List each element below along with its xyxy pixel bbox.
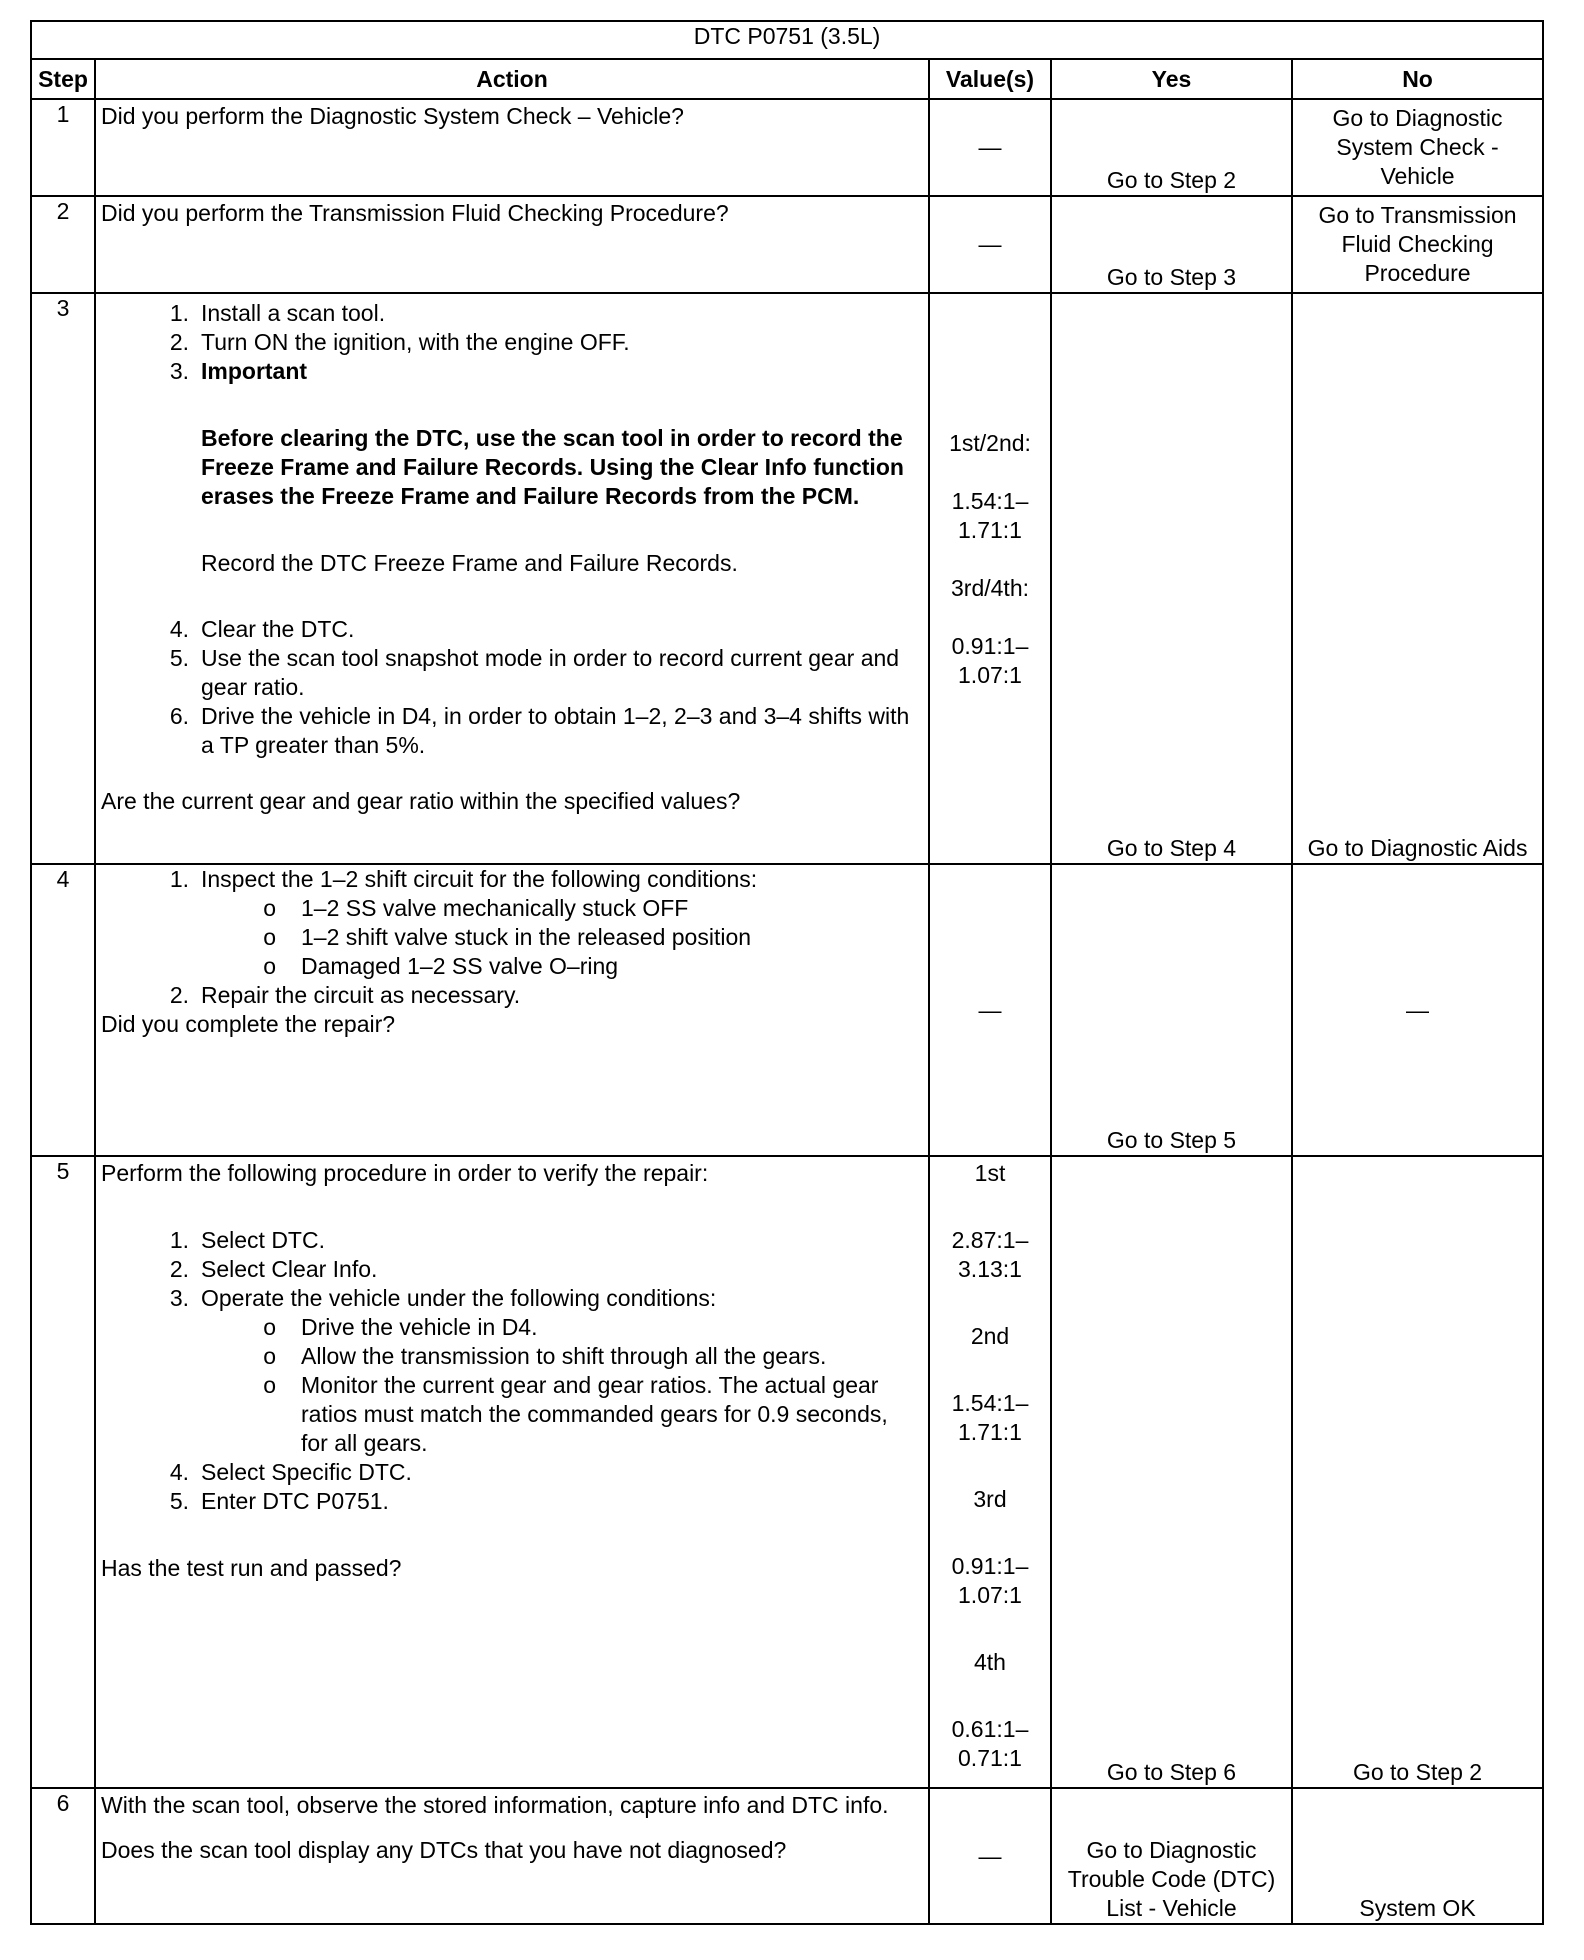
header-step: Step [31, 59, 95, 99]
step-number: 1 [31, 99, 95, 196]
list-item: Select DTC. [201, 1227, 325, 1253]
intro-text: Perform the following procedure in order to verify the repair: [101, 1160, 709, 1186]
no-link[interactable]: Go to Transmission Fluid Checking Procedure [1292, 196, 1543, 293]
yes-link[interactable]: Go to Step 5 [1051, 864, 1292, 1156]
question-text: Did you perform the Transmission Fluid Checking Procedure? [101, 200, 729, 226]
action-cell: 1. Inspect the 1–2 shift circuit for the following conditions: o 1–2 SS valve mechanically stuck OFF o 1–2 shift valve stuck in the released position o Damaged 1–2 SS valve O–ring 2. Repair the circuit as necessary. Did you complete the repair? [95, 864, 929, 1156]
table-row [31, 196, 1543, 293]
dtc-table [30, 20, 1544, 1925]
table-title: DTC P0751 (3.5L) [31, 21, 1543, 59]
list-item: Use the scan tool snapshot mode in order to record current gear and gear ratio. [201, 645, 900, 700]
header-values: Value(s) [929, 59, 1051, 99]
values-cell: — [929, 196, 1051, 293]
yes-link[interactable]: Go to Diagnostic Trouble Code (DTC) List - Vehicle [1051, 1788, 1292, 1924]
list-item: Select Clear Info. [201, 1256, 378, 1282]
header-yes: Yes [1051, 59, 1292, 99]
values-cell: — [929, 99, 1051, 196]
list-item: Select Specific DTC. [201, 1459, 412, 1485]
step-number: 3 [31, 293, 95, 864]
no-value: System OK [1292, 1788, 1543, 1924]
values-cell: 1st/2nd: 1.54:1–1.71:1 3rd/4th: 0.91:1–1.07:1 [929, 293, 1051, 864]
table-row [31, 99, 1543, 196]
list-item: Install a scan tool. [201, 300, 386, 326]
action-cell [95, 196, 929, 293]
list-item: Inspect the 1–2 shift circuit for the following conditions: [201, 866, 758, 892]
question-text: Are the current gear and gear ratio within the specified values? [101, 788, 741, 814]
table-row [31, 864, 1543, 1156]
record-text: Record the DTC Freeze Frame and Failure Records. [201, 550, 738, 576]
yes-link[interactable]: Go to Step 4 [1051, 293, 1292, 864]
step-number: 2 [31, 196, 95, 293]
yes-link[interactable]: Go to Step 2 [1051, 99, 1292, 196]
action-cell: Perform the following procedure in order to verify the repair: 1. Select DTC. 2. Select Clear Info. 3. Operate the vehicle under the following conditions: o Drive the vehicle in D4. o Allow the transmission to shift through all the gears. o Monitor the current gear and gear ratios. The actual gear ratios must match the commanded gears for 0.9 seconds, for all gears. 4. Select Specific DTC. 5. Enter DTC P0751. Has the test run and passed? [95, 1156, 929, 1788]
step-number: 6 [31, 1788, 95, 1924]
no-link[interactable]: Go to Diagnostic Aids [1292, 293, 1543, 864]
list-item: Repair the circuit as necessary. [201, 982, 521, 1008]
question-text: Does the scan tool display any DTCs that you have not diagnosed? [101, 1837, 787, 1863]
yes-link[interactable]: Go to Step 3 [1051, 196, 1292, 293]
step-number: 4 [31, 864, 95, 1156]
no-link[interactable]: Go to Diagnostic System Check - Vehicle [1292, 99, 1543, 196]
question-text: Did you perform the Diagnostic System Check – Vehicle? [101, 103, 684, 129]
values-cell: 1st 2.87:1–3.13:1 2nd 1.54:1–1.71:1 3rd 0.91:1–1.07:1 4th 0.61:1–0.71:1 [929, 1156, 1051, 1788]
list-item: Clear the DTC. [201, 616, 355, 642]
header-action: Action [95, 59, 929, 99]
bullet-glyph: o [263, 1372, 276, 1398]
table-row [31, 1788, 1543, 1924]
action-cell: 1. Install a scan tool. 2. Turn ON the ignition, with the engine OFF. 3. Important Before clearing the DTC, use the scan tool in order to record the Freeze Frame and Failure Records. Using the Clear Info function erases the Freeze Frame and Failure Records from the PCM. Record the DTC Freeze Frame and Failure Records. 4. Clear the DTC. 5. Use the scan tool snapshot mode in order to record current gear and gear ratio. 6. Drive the vehicle in D4, in order to obtain 1–2, 2–3 and 3–4 shifts with a TP greater than 5%. Are the current gear and gear ratio within the specified values? [95, 293, 929, 864]
question-text: Did you complete the repair? [101, 1011, 396, 1037]
table-row [31, 1156, 1543, 1788]
list-item: Operate the vehicle under the following conditions: [201, 1285, 717, 1311]
header-row [31, 59, 1543, 99]
bullet-item: Drive the vehicle in D4. [301, 1314, 538, 1340]
values-cell: — [929, 1788, 1051, 1924]
bullet-glyph: o [263, 924, 276, 950]
no-value: — [1292, 864, 1543, 1156]
bullet-item: Allow the transmission to shift through all the gears. [301, 1343, 827, 1369]
question-text: Has the test run and passed? [101, 1555, 402, 1581]
intro-text: With the scan tool, observe the stored information, capture info and DTC info. [101, 1792, 889, 1818]
bullet-item: Damaged 1–2 SS valve O–ring [301, 953, 619, 979]
important-heading: Important [201, 358, 308, 384]
table-row [31, 293, 1543, 864]
list-item: Drive the vehicle in D4, in order to obtain 1–2, 2–3 and 3–4 shifts with a TP greater than 5%. [201, 703, 910, 758]
action-cell [95, 99, 929, 196]
list-item: Enter DTC P0751. [201, 1488, 389, 1514]
header-no: No [1292, 59, 1543, 99]
bullet-item: 1–2 shift valve stuck in the released position [301, 924, 752, 950]
no-link[interactable]: Go to Step 2 [1292, 1156, 1543, 1788]
yes-link[interactable]: Go to Step 6 [1051, 1156, 1292, 1788]
step-number: 5 [31, 1156, 95, 1788]
bullet-glyph: o [263, 1343, 276, 1369]
bullet-item: Monitor the current gear and gear ratios. The actual gear ratios must match the commanded gears for 0.9 seconds, for all gears. [301, 1372, 888, 1456]
values-cell: — [929, 864, 1051, 1156]
list-item: Turn ON the ignition, with the engine OFF. [201, 329, 630, 355]
bullet-glyph: o [263, 953, 276, 979]
bullet-glyph: o [263, 895, 276, 921]
action-cell [95, 1788, 929, 1924]
bullet-glyph: o [263, 1314, 276, 1340]
important-note: Before clearing the DTC, use the scan tool in order to record the Freeze Frame and Failure Records. Using the Clear Info function erases the Freeze Frame and Failure Records from the PCM. [201, 425, 904, 509]
bullet-item: 1–2 SS valve mechanically stuck OFF [301, 895, 689, 921]
